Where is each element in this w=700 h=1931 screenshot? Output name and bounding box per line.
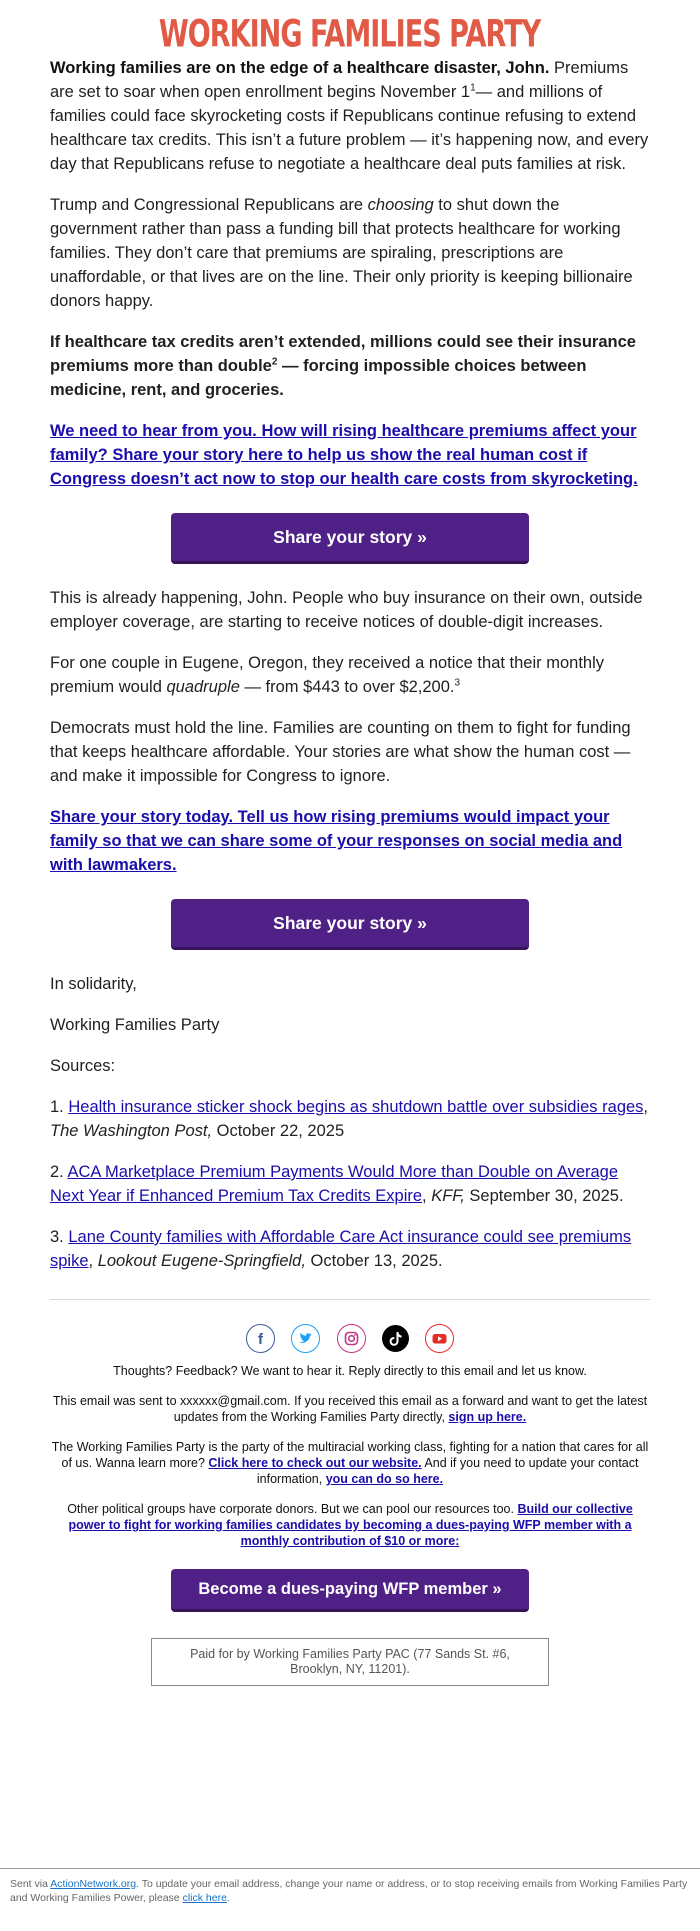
para3-text-b: — forcing impossible choices between medicine, rent, and groceries. <box>50 357 587 399</box>
signature: Working Families Party <box>50 1016 220 1034</box>
wfp-logo[interactable] <box>50 11 650 56</box>
source-sep: , <box>643 1098 649 1116</box>
paragraph-3 <box>50 330 650 402</box>
sent-to-text-a: This email was sent to xxxxxx@gmail.com. If you received this email as a forward and want to get the latest updates from the Working Families Party directly, <box>52 1394 648 1424</box>
source-sep: , <box>422 1187 432 1205</box>
about-text-b: And if you need to update your contact information, <box>256 1456 639 1486</box>
paragraph-4: This is already happening, John. People who buy insurance on their own, outside employer coverage, are starting to receive notices of double-digit increases. <box>50 589 643 631</box>
source-number: 2. <box>50 1163 68 1181</box>
source-publication: KFF, <box>431 1187 465 1205</box>
bottom-text-c: . <box>226 1892 230 1904</box>
paragraph-6: Democrats must hold the line. Families are counting on them to fight for funding that keeps healthcare affordable. Your stories are what show the human cost — and make it impossible for Congress to ignore. <box>50 719 631 785</box>
instagram-icon[interactable] <box>337 1324 366 1353</box>
sources-label: Sources: <box>50 1057 116 1075</box>
source-date: October 22, 2025 <box>212 1122 345 1140</box>
para5-emphasis: quadruple <box>166 678 240 696</box>
para5-text-a: For one couple in Eugene, Oregon, they received a notice that their monthly premium would <box>50 654 604 696</box>
source-publication: Lookout Eugene-Springfield, <box>97 1252 306 1270</box>
button-row-1 <box>50 513 650 564</box>
twitter-icon[interactable] <box>291 1324 320 1353</box>
share-story-button-1[interactable]: Share your story » <box>171 513 529 564</box>
sign-up-link[interactable]: sign up here. <box>448 1410 527 1424</box>
paid-for-box: Paid for by Working Families Party PAC (77 Sands St. #6, Brooklyn, NY, 11201). <box>151 1638 549 1686</box>
membership-link[interactable]: Build our collective power to fight for working families candidates by becoming a dues-paying WFP member with a monthly contribution of $10 or more: <box>68 1502 633 1548</box>
tiktok-icon[interactable] <box>382 1325 409 1352</box>
para2-text-a: Trump and Congressional Republicans are <box>50 196 368 214</box>
source-link-1[interactable]: Health insurance sticker shock begins as shutdown battle over subsidies rages <box>68 1098 644 1116</box>
share-story-button-2[interactable]: Share your story » <box>171 899 529 950</box>
source-sep: , <box>88 1252 98 1270</box>
unsubscribe-link[interactable]: click here <box>182 1892 227 1904</box>
actionnetwork-footer <box>0 1868 700 1905</box>
website-link[interactable]: Click here to check out our website. <box>208 1456 422 1470</box>
member-button-row <box>50 1569 650 1612</box>
source-number: 3. <box>50 1228 69 1246</box>
button-row-2 <box>50 899 650 950</box>
donors-text-a: Other political groups have corporate donors. But we can pool our resources too. <box>67 1502 518 1516</box>
become-member-button[interactable]: Become a dues-paying WFP member » <box>171 1569 529 1612</box>
sent-to-text <box>50 1393 650 1425</box>
source-date: September 30, 2025. <box>464 1187 624 1205</box>
source-3 <box>50 1225 650 1273</box>
bottom-text-a: Sent via <box>10 1878 51 1890</box>
source-1 <box>50 1095 650 1143</box>
cta-paragraph-2 <box>50 805 650 877</box>
facebook-icon[interactable] <box>246 1324 275 1353</box>
logo-text: WORKING FAMILIES PARTY <box>159 11 541 56</box>
bottom-text-b: . To update your email address, change your name or address, or to stop receiving emails from Working Families Party and Working Families Power, please <box>10 1878 688 1904</box>
intro-lead: Working families are on the edge of a healthcare disaster, John. <box>50 59 550 77</box>
para2-text-b: to shut down the government rather than pass a funding bill that protects healthcare for working families. They don’t care that premiums are spiraling, prescriptions are unaffordable, or that lives are on the line. Their only priority is keeping billionaire donors happy. <box>50 196 633 310</box>
donors-text <box>50 1501 650 1549</box>
cta-paragraph-1 <box>50 419 650 491</box>
feedback-text: Thoughts? Feedback? We want to hear it. Reply directly to this email and let us know. <box>113 1364 587 1378</box>
actionnetwork-link[interactable]: ActionNetwork.org <box>50 1878 137 1890</box>
about-text <box>50 1439 650 1487</box>
source-publication: The Washington Post, <box>50 1122 213 1140</box>
source-2 <box>50 1160 650 1208</box>
para5-text-b: — from $443 to over $2,200. <box>239 678 455 696</box>
paragraph-2 <box>50 193 650 313</box>
email-body <box>50 0 650 1686</box>
cta-link-2[interactable]: Share your story today. Tell us how rising premiums would impact your family so that we can share some of your responses on social media and with lawmakers. <box>50 808 623 874</box>
svg-text:f: f <box>257 1331 263 1348</box>
footnote-2: 2 <box>271 356 278 368</box>
source-link-2[interactable]: ACA Marketplace Premium Payments Would More than Double on Average Next Year if Enhanced Premium Tax Credits Expire <box>50 1163 619 1205</box>
intro-paragraph <box>50 56 650 176</box>
intro-text-a: Premiums are set to soar when open enrollment begins November 1 <box>50 59 629 101</box>
source-date: October 13, 2025. <box>305 1252 443 1270</box>
para3-text-a: If healthcare tax credits aren’t extended, millions could see their insurance premiums more than double <box>50 333 636 375</box>
social-links <box>50 1324 650 1353</box>
closing: In solidarity, <box>50 975 137 993</box>
footnote-1: 1 <box>470 82 476 94</box>
cta-link-1[interactable]: We need to hear from you. How will rising healthcare premiums affect your family? Share your story here to help us show the real human cost if Congress doesn’t act now to stop our health care costs from skyrocketing. <box>50 422 638 488</box>
intro-text-b: — and millions of families could face skyrocketing costs if Republicans continue refusing to extend healthcare tax credits. This isn’t a future problem — it’s happening now, and every day that Republicans refuse to negotiate a healthcare deal puts families at risk. <box>50 83 649 173</box>
source-number: 1. <box>50 1098 69 1116</box>
source-link-3[interactable]: Lane County families with Affordable Care Act insurance could see premiums spike <box>50 1228 632 1270</box>
divider <box>50 1299 650 1300</box>
paragraph-5 <box>50 651 650 699</box>
para2-emphasis: choosing <box>367 196 434 214</box>
update-info-link[interactable]: you can do so here. <box>325 1472 444 1486</box>
about-text-a: The Working Families Party is the party of the multiracial working class, fighting for a nation that cares for all of us. Wanna learn more? <box>51 1440 649 1470</box>
footnote-3: 3 <box>454 677 461 689</box>
youtube-icon[interactable] <box>425 1324 454 1353</box>
